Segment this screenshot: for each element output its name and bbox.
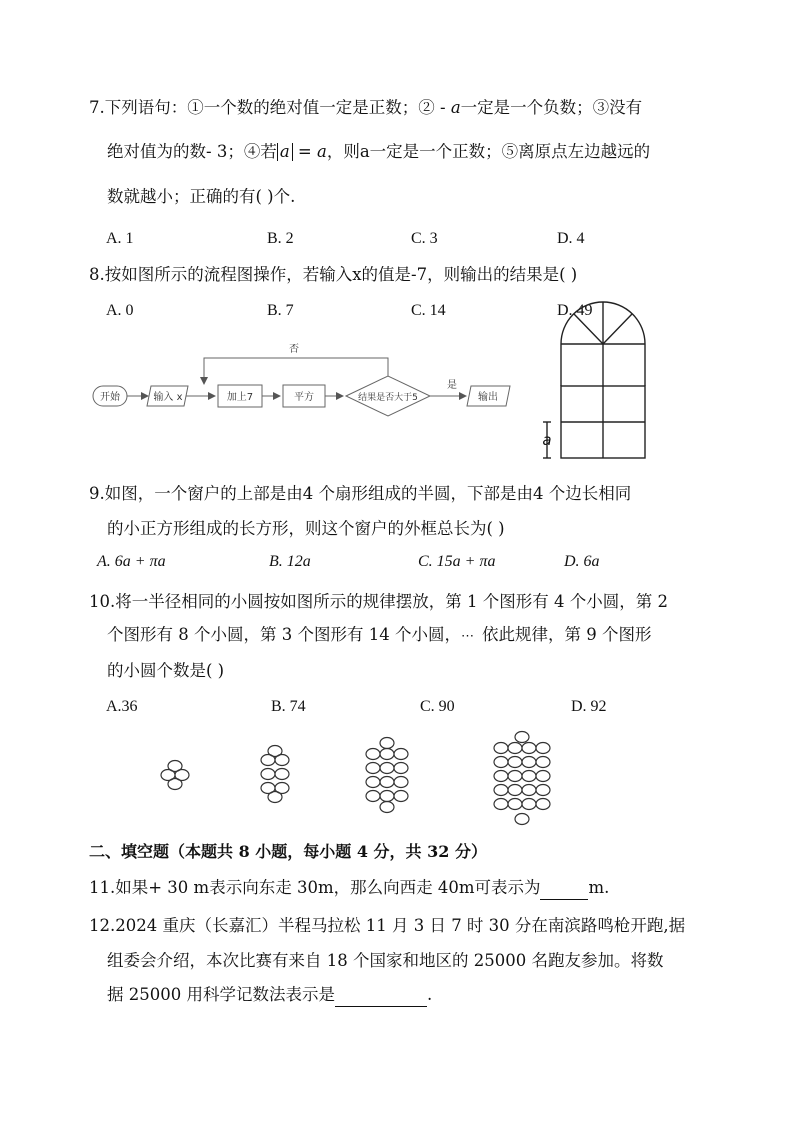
pattern-circle-fig3 <box>394 763 408 774</box>
q10-option-c: C. 90 <box>420 698 455 715</box>
q9-option-a: A. 6a + πa <box>97 553 166 570</box>
pattern-circle-fig4 <box>508 785 522 796</box>
q7-line2-rest: ，则a一定是一个正数；⑤离原点左边越远的 <box>326 142 651 161</box>
pattern-circle-fig4 <box>508 799 522 810</box>
pattern-circle-fig4 <box>536 743 550 754</box>
pattern-circle-fig3 <box>366 749 380 760</box>
q8-option-d: D. 49 <box>557 302 593 319</box>
pattern-circle-fig4 <box>522 799 536 810</box>
pattern-circle-fig4 <box>515 732 529 743</box>
q9-option-b: B. 12a <box>269 553 311 570</box>
flow-yes-label: 是 <box>447 380 457 391</box>
pattern-circle-fig3 <box>380 802 394 813</box>
pattern-circle-fig1 <box>168 761 182 772</box>
q10-option-a: A.36 <box>106 698 138 715</box>
q7-abs-a: a <box>277 143 293 161</box>
pattern-circle-fig4 <box>508 771 522 782</box>
pattern-circle-fig4 <box>536 771 550 782</box>
q11-line <box>89 877 609 900</box>
pattern-circle-fig2 <box>268 792 282 803</box>
pattern-circle-fig4 <box>522 785 536 796</box>
q7-option-c: C. 3 <box>411 230 438 247</box>
q12-line3 <box>107 984 432 1007</box>
q12-line3-text: 据 25000 用科学记数法表示是 <box>107 985 335 1004</box>
pattern-circle-fig3 <box>394 791 408 802</box>
q11-text: 11.如果+ 30 m表示向东走 30m，那么向西走 40m可表示为 <box>89 878 541 897</box>
q9-line2: 的小正方形组成的长方形，则这个窗户的外框总长为( ) <box>107 519 505 538</box>
flow-no-label: 否 <box>289 344 299 355</box>
pattern-circle-fig1 <box>168 779 182 790</box>
pattern-circle-fig3 <box>380 777 394 788</box>
q9-option-c: C. 15a + πa <box>418 553 496 570</box>
q7-var-a: a <box>450 98 461 117</box>
q7-line3: 数就越小；正确的有( )个. <box>107 187 296 206</box>
q7-option-b: B. 2 <box>267 230 294 247</box>
pattern-circle-fig3 <box>394 777 408 788</box>
q11-text-end: m. <box>588 878 610 897</box>
q10-line3: 的小圆个数是( ) <box>107 661 225 680</box>
flow-square-label: 平方 <box>294 392 314 403</box>
q12-answer-blank[interactable] <box>335 984 427 1007</box>
pattern-circle-fig3 <box>366 791 380 802</box>
section-heading: 二、填空题（本题共 8 小题，每小题 4 分，共 32 分） <box>89 842 487 861</box>
pattern-circle-fig4 <box>522 743 536 754</box>
pattern-circle-fig4 <box>515 814 529 825</box>
q8-text: 8.按如图所示的流程图操作，若输入x的值是-7，则输出的结果是( ) <box>89 265 578 284</box>
pattern-circle-fig3 <box>380 749 394 760</box>
pattern-circle-fig4 <box>536 757 550 768</box>
q7-minus: - <box>434 98 451 117</box>
q12-line3-end: . <box>426 985 433 1004</box>
q7-line2-text: 绝对值为的数- 3；④若 <box>107 142 277 161</box>
pattern-circle-fig4 <box>508 757 522 768</box>
q7-var-a2: a <box>317 142 327 161</box>
q10-line1: 10.将一半径相同的小圆按如图所示的规律摆放，第 1 个图形有 4 个小圆，第 2 <box>89 592 668 611</box>
q10-option-d: D. 92 <box>571 698 607 715</box>
q10-option-b: B. 74 <box>271 698 306 715</box>
q7-line1-rest: 一定是一个负数；③没有 <box>460 98 643 117</box>
pattern-circle-fig4 <box>494 757 508 768</box>
pattern-circle-fig4 <box>536 799 550 810</box>
flow-add-label: 加上7 <box>226 392 254 403</box>
q7-option-d: D. 4 <box>557 230 585 247</box>
window-label-a: a <box>542 431 552 449</box>
pattern-circle-fig4 <box>494 799 508 810</box>
q7-line1-text: 7.下列语句：①一个数的绝对值一定是正数；② <box>89 98 435 117</box>
q8-option-a: A. 0 <box>106 302 134 319</box>
pattern-circle-fig4 <box>522 757 536 768</box>
pattern-circle-fig3 <box>366 777 380 788</box>
q9-option-d: D. 6a <box>564 553 600 570</box>
pattern-circle-fig4 <box>494 785 508 796</box>
pattern-circle-fig3 <box>380 738 394 749</box>
q10-ellipsis-glyph: ⋯ <box>460 629 474 644</box>
q7-eq: = <box>292 142 317 161</box>
q7-option-a: A. 1 <box>106 230 134 247</box>
q12-line1: 12.2024 重庆（长嘉汇）半程马拉松 11 月 3 日 7 时 30 分在南滨路鸣枪开跑,据 <box>89 916 686 935</box>
pattern-circle-fig2 <box>268 746 282 757</box>
q8-option-c: C. 14 <box>411 302 446 319</box>
pattern-circle-fig4 <box>508 743 522 754</box>
pattern-circle-fig4 <box>536 785 550 796</box>
pattern-circle-fig3 <box>394 749 408 760</box>
q8-option-b: B. 7 <box>267 302 294 319</box>
q10-line2-end: 依此规律，第 9 个图形 <box>481 625 652 644</box>
flow-input-label: 输入 x <box>153 392 183 403</box>
pattern-circle-fig4 <box>494 743 508 754</box>
pattern-circle-fig3 <box>366 763 380 774</box>
pattern-circle-fig2 <box>275 769 289 780</box>
q10-line2-text: 个图形有 8 个小圆，第 3 个图形有 14 个小圆， <box>107 625 461 644</box>
pattern-circle-fig4 <box>522 771 536 782</box>
pattern-circle-fig3 <box>380 791 394 802</box>
pattern-circle-fig2 <box>261 769 275 780</box>
pattern-circle-fig4 <box>494 771 508 782</box>
q12-line2: 组委会介绍，本次比赛有来自 18 个国家和地区的 25000 名跑友参加。将数 <box>107 951 664 970</box>
flow-start-label: 开始 <box>100 392 120 403</box>
pattern-circle-fig3 <box>380 763 394 774</box>
flow-decision-label: 结果是否大于5 <box>358 393 418 403</box>
q9-line1: 9.如图，一个窗户的上部是由4 个扇形组成的半圆，下部是由4 个边长相同 <box>89 484 632 503</box>
flow-output-label: 输出 <box>478 392 498 403</box>
q11-answer-blank[interactable] <box>540 877 588 900</box>
